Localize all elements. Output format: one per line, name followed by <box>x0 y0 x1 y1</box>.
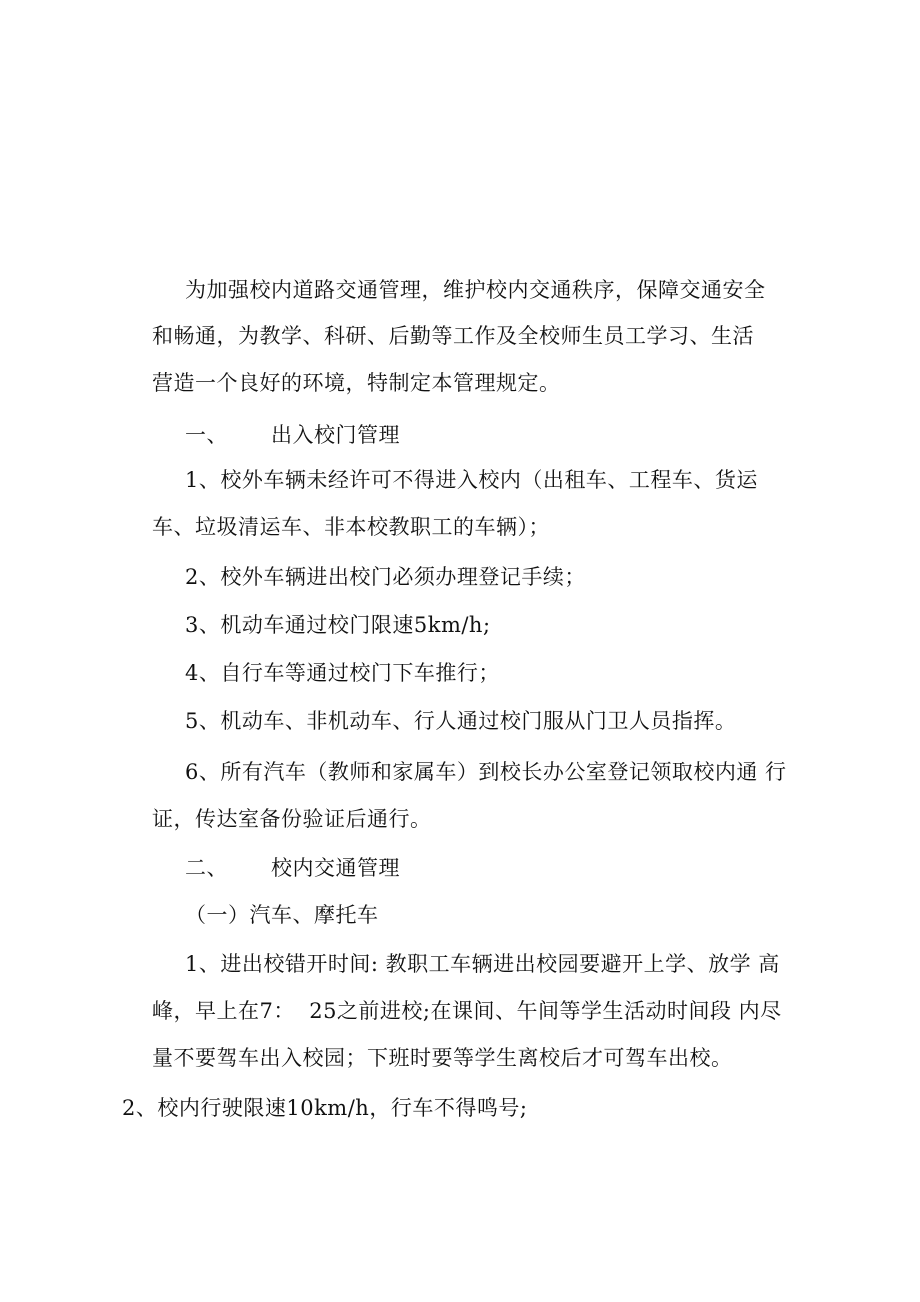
section-2-item-2: 2、校内行驶限速10km/h，行车不得鸣号; <box>122 1096 528 1120</box>
section-1-item-6b: 证，传达室备份验证后通行。 <box>152 807 432 831</box>
section-1-item-1a: 1、校外车辆未经许可不得进入校内（出租车、工程车、货运 <box>185 468 758 492</box>
section-1-item-2: 2、校外车辆进出校门必须办理登记手续； <box>185 565 586 589</box>
section-2-heading: 二、 校内交通管理 <box>185 856 401 880</box>
section-1-heading: 一、 出入校门管理 <box>185 423 401 447</box>
intro-line-3: 营造一个良好的环境，特制定本管理规定。 <box>152 371 561 395</box>
section-1-item-3: 3、机动车通过校门限速5km/h; <box>185 613 491 637</box>
section-2-item-1a: 1、进出校错开时间: 教职工车辆进出校园要避开上学、放学 高 <box>185 952 780 976</box>
section-1-item-4: 4、自行车等通过校门下车推行； <box>185 661 500 685</box>
section-2-subheading: （一）汽车、摩托车 <box>185 903 379 927</box>
section-1-item-5: 5、机动车、非机动车、行人通过校门服从门卫人员指挥。 <box>185 709 737 733</box>
intro-line-2: 和畅通，为教学、科研、后勤等工作及全校师生员工学习、生活 <box>152 324 754 348</box>
section-1-item-6a: 6、所有汽车（教师和家属车）到校长办公室登记领取校内通 行 <box>185 760 787 784</box>
section-1-item-1b: 车、垃圾清运车、非本校教职工的车辆）； <box>152 515 550 539</box>
section-2-item-1b: 峰，早上在7： 25之前进校;在课间、午间等学生活动时间段 内尽 <box>152 999 782 1023</box>
intro-line-1: 为加强校内道路交通管理，维护校内交通秩序，保障交通安全 <box>185 278 766 302</box>
section-2-item-1c: 量不要驾车出入校园；下班时要等学生离校后才可驾车出校。 <box>152 1046 733 1070</box>
